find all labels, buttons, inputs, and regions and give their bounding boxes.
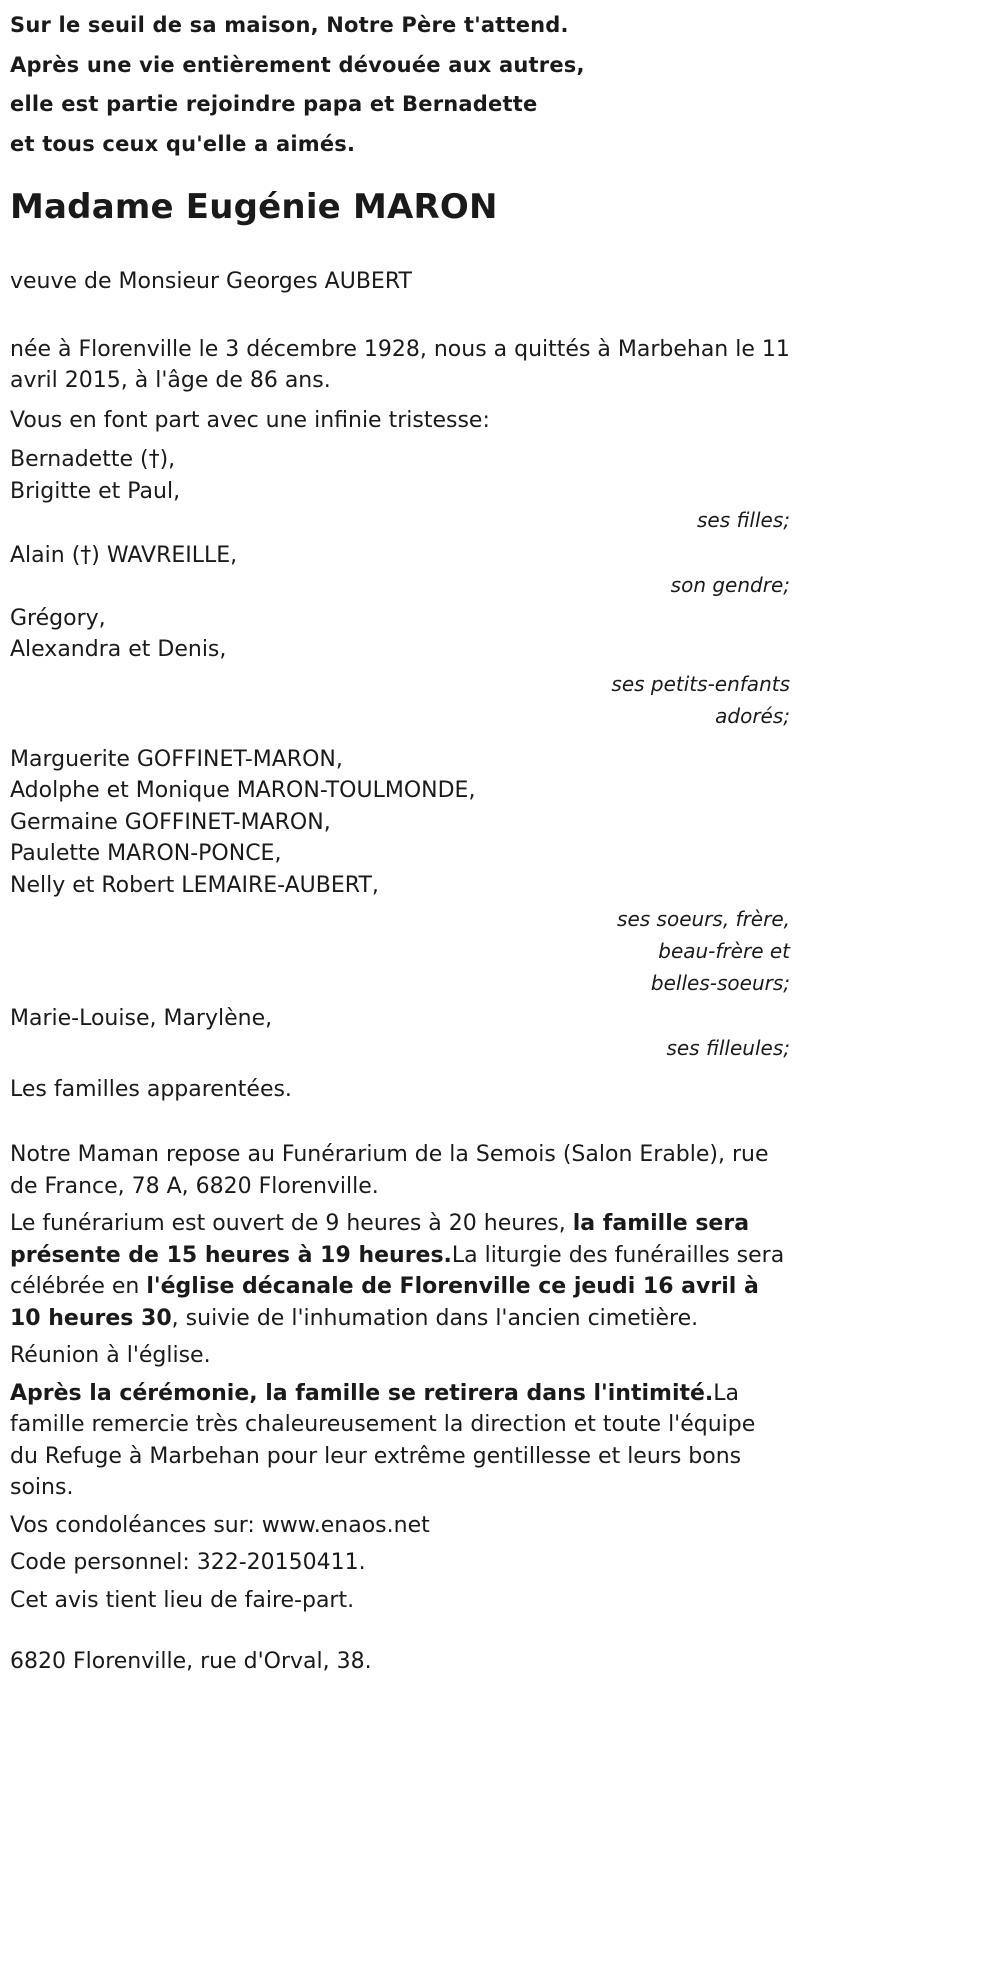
family-name: Brigitte et Paul, bbox=[10, 478, 181, 504]
family-names bbox=[10, 744, 790, 902]
visit-hours: Le funérarium est ouvert de 9 heures à 20 heures, bbox=[10, 1211, 573, 1236]
family-name: Adolphe et Monique MARON-TOULMONDE, bbox=[10, 778, 476, 803]
visit-funeral-info bbox=[10, 1208, 790, 1334]
privacy-notice: Après la cérémonie, la famille se retirera dans l'intimité. bbox=[10, 1380, 714, 1406]
family-presence: la famille sera présente de 15 heures à 19 heures. bbox=[10, 1211, 750, 1268]
relation-line: ses filles; bbox=[697, 508, 790, 532]
intro-line: Après une vie entièrement dévouée aux autres, bbox=[10, 52, 585, 77]
related-families: Les familles apparentées. bbox=[10, 1076, 292, 1102]
family-name: Alain (†) WAVREILLE, bbox=[10, 543, 238, 568]
family-relation bbox=[10, 903, 790, 999]
family-names bbox=[10, 540, 790, 572]
family-name: Germaine GOFFINET-MARON, bbox=[10, 809, 331, 835]
notice-line: Cet avis tient lieu de faire-part. bbox=[10, 1587, 355, 1613]
family-group-siblings bbox=[10, 744, 790, 1000]
intro-line: Sur le seuil de sa maison, Notre Père t'attend. bbox=[10, 13, 569, 37]
relation-line: son gendre; bbox=[670, 572, 790, 597]
family-relation bbox=[10, 569, 790, 601]
family-names bbox=[10, 603, 790, 666]
relation-line: ses petits-enfants bbox=[611, 671, 790, 696]
family-name: Marie-Louise, Marylène, bbox=[10, 1006, 273, 1031]
announce-line: Vous en font part avec une infinie tristesse: bbox=[10, 407, 490, 433]
after-ceremony bbox=[10, 1378, 790, 1504]
family-group-grandchildren bbox=[10, 603, 790, 732]
home-address: 6820 Florenville, rue d'Orval, 38. bbox=[10, 1649, 372, 1674]
family-names bbox=[10, 444, 790, 507]
family-name: Bernadette (†), bbox=[10, 447, 176, 472]
family-relation bbox=[10, 504, 790, 536]
relation-line: belles-soeurs; bbox=[650, 971, 790, 995]
family-group-daughters bbox=[10, 444, 790, 536]
deceased-name: Madame Eugénie MARON bbox=[10, 187, 498, 227]
intro-line: et tous ceux qu'elle a aimés. bbox=[10, 131, 356, 156]
relation-line: adorés; bbox=[715, 703, 790, 728]
personal-code: Code personnel: 322-20150411. bbox=[10, 1550, 366, 1575]
relation-line: ses filleules; bbox=[666, 1035, 790, 1060]
family-name: Alexandra et Denis, bbox=[10, 637, 227, 662]
family-name: Nelly et Robert LEMAIRE-AUBERT, bbox=[10, 872, 379, 898]
burial-info: , suivie de l'inhumation dans l'ancien cimetière. bbox=[171, 1305, 699, 1331]
family-name: Marguerite GOFFINET-MARON, bbox=[10, 746, 343, 772]
family-group-goddaughters bbox=[10, 1003, 790, 1064]
family-name: Grégory, bbox=[10, 605, 106, 631]
relation-line: beau-frère et bbox=[658, 939, 790, 963]
liturgy-intro: La liturgie des funérailles sera célébrée en bbox=[10, 1242, 785, 1299]
thanks-text: La famille remercie très chaleureusement la direction et toute l'équipe du Refuge à Marbehan pour leur extrême gentillesse et leurs bons soins. bbox=[10, 1380, 756, 1500]
intro-verse bbox=[10, 0, 790, 164]
family-names bbox=[10, 1003, 790, 1035]
family-relation bbox=[10, 668, 790, 732]
family-group-son-in-law bbox=[10, 540, 790, 601]
spouse-line: veuve de Monsieur Georges AUBERT bbox=[10, 269, 412, 294]
relation-line: ses soeurs, frère, bbox=[617, 907, 790, 931]
repose-info: Notre Maman repose au Funérarium de la Semois (Salon Erable), rue de France, 78 A, 6820 Florenville. bbox=[10, 1142, 769, 1199]
birth-death-line: née à Florenville le 3 décembre 1928, nous a quittés à Marbehan le 11 avril 2015, à l'âge de 86 ans. bbox=[10, 336, 790, 393]
condolences-line: Vos condoléances sur: www.enaos.net bbox=[10, 1512, 430, 1538]
church-time: l'église décanale de Florenville ce jeudi 16 avril à 10 heures 30 bbox=[10, 1274, 759, 1331]
reunion-line: Réunion à l'église. bbox=[10, 1343, 211, 1368]
family-name: Paulette MARON-PONCE, bbox=[10, 841, 282, 866]
family-relation bbox=[10, 1032, 790, 1064]
intro-line: elle est partie rejoindre papa et Bernadette bbox=[10, 92, 538, 116]
